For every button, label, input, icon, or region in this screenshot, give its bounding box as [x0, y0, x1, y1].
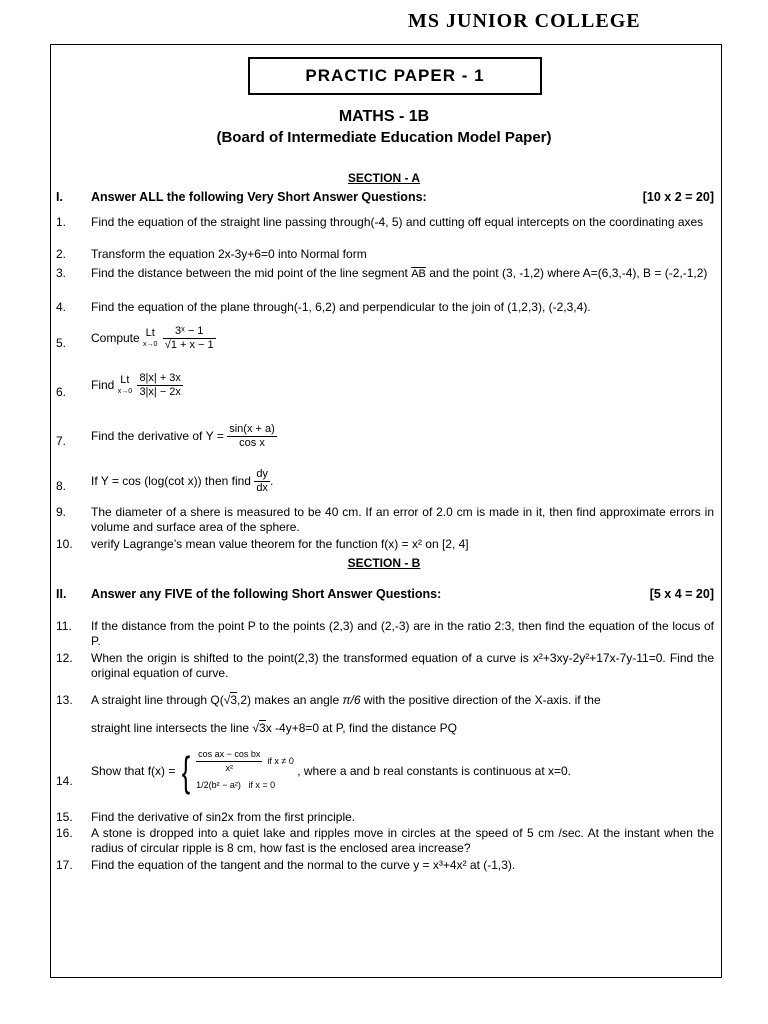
question-number: 2.	[56, 247, 67, 261]
question-text: If Y = cos (log(cot x)) then find $\frac{dy}{dx}$ .	[91, 468, 274, 494]
fraction: $\frac{\text{3ˣ − 1}}{√1 + x - 1}$	[164, 325, 214, 351]
question-7	[56, 423, 714, 459]
piecewise-cases: $\frac{\text{cos ax − cos bx}}{\text{x²}}$ if x ≠ 0 1/2(b² − a²) if x = 0	[196, 749, 294, 790]
question-text: The diameter of a shere is measured to be 40 cm. If an error of 2.0 cm is made in it, then find approximate errors in volume and surface area of the sphere.	[91, 505, 714, 534]
question-number: 3.	[56, 266, 67, 280]
question-number: 7.	[56, 434, 67, 448]
question-text: A straight line through Q(√3,2) makes an angle π/6 with the positive direction of the X-axis. if the	[91, 693, 601, 707]
question-text: Transform the equation 2x-3y+6=0 into Normal form	[91, 247, 367, 261]
question-number: 9.	[56, 505, 67, 519]
limit-operator: Lt x→0	[143, 326, 158, 348]
angle-value: π/6	[342, 693, 361, 707]
question-text: Compute Lt x→0 $\frac{\text{3ˣ − 1}}{√1 + x - 1}$	[91, 325, 214, 351]
question-number: 11.	[56, 619, 72, 633]
question-number: 1.	[56, 215, 67, 229]
question-number: 17.	[56, 858, 73, 872]
question-text: When the origin is shifted to the point(2,3) the transformed equation of a curve is x²+3xy-2y²+17x-7y-11=0. Find the original equation of curve.	[91, 651, 714, 680]
question-text: If the distance from the point P to the points (2,3) and (2,-3) are in the ratio 2:3, then find the equation of the locus of P.	[91, 619, 714, 648]
paper-title: PRACTIC PAPER - 1	[248, 57, 542, 95]
question-number: 8.	[56, 479, 67, 493]
section-a-instruction-text: Answer ALL the following Very Short Answer Questions:	[91, 190, 427, 204]
piecewise-brace: {	[181, 747, 190, 795]
question-number: 10.	[56, 537, 73, 551]
section-b-heading: SECTION - B	[347, 556, 421, 570]
fraction: $\frac{dy}{dx}$	[256, 468, 268, 494]
segment-ab: $\overline{AB}$	[411, 268, 426, 280]
section-a-marks: [10 x 2 = 20]	[642, 190, 714, 204]
college-name: MS JUNIOR COLLEGE	[408, 10, 641, 32]
section-a-roman: I.	[56, 190, 63, 204]
question-text: Find Lt x→0 $\frac{8|x| + 3x}{3|x| - 2x}$	[91, 372, 181, 398]
question-6	[56, 372, 714, 410]
question-number: 12.	[56, 651, 73, 665]
board-subtitle: (Board of Intermediate Education Model Paper)	[216, 129, 552, 146]
question-text: Find the derivative of sin2x from the first principle.	[91, 810, 356, 824]
question-5	[56, 325, 714, 363]
question-text: verify Lagrange’s mean value theorem for the function f(x) = x² on [2, 4]	[91, 537, 469, 551]
question-number: 15.	[56, 810, 73, 824]
question-number: 13.	[56, 693, 73, 707]
point-q: Q(√3,2)	[210, 693, 252, 707]
question-text: Find the derivative of Y = $\frac{\sin(x + a)}{\text{cos x}}$	[91, 423, 275, 449]
question-number: 14.	[56, 774, 73, 788]
question-text: Find the equation of the tangent and the normal to the curve y = x³+4x² at (-1,3).	[91, 858, 516, 872]
question-number: 6.	[56, 385, 67, 399]
fraction: $\frac{8|x| + 3x}{3|x| - 2x}$	[139, 372, 181, 398]
limit-operator: Lt x→0	[117, 373, 133, 395]
section-b-instruction-text: Answer any FIVE of the following Short Answer Questions:	[91, 587, 442, 601]
question-8	[56, 468, 714, 504]
question-text: Find the equation of the plane through(-1, 6,2) and perpendicular to the join of (1,2,3), (-2,3,4).	[91, 300, 591, 314]
question-number: 4.	[56, 300, 67, 314]
question-number: 16.	[56, 826, 73, 840]
question-text: Find the equation of the straight line passing through(-4, 5) and cutting off equal intercepts on the coordinating axes	[91, 215, 704, 229]
section-b-marks: [5 x 4 = 20]	[649, 587, 714, 601]
question-text: Show that f(x) = { $\frac{\text{cos ax − cos bx}}{\text{x²}}$ if x ≠ 0 1/2(b² − a²) if x = 0 , where a and b real constants is continuous at x=0.	[91, 747, 572, 795]
question-text: A stone is dropped into a quiet lake and ripples move in circles at the speed of 5 cm /sec. At the instant when the radius of circular ripple is 8 cm, how fast is the enclosed area increase?	[91, 826, 714, 855]
section-a-heading: SECTION - A	[347, 171, 421, 185]
question-text: Find the distance between the mid point of the line segment $\overline{AB}$ and the point (3, -1,2) where A=(6,3,-4), B = (-2,-1,2)	[91, 266, 708, 280]
question-text: straight line intersects the line √3x -4y+8=0 at P, find the distance PQ	[91, 721, 457, 735]
question-number: 5.	[56, 336, 67, 350]
question-14	[56, 748, 714, 802]
fraction: $\frac{\sin(x + a)}{\text{cos x}}$	[229, 423, 275, 449]
subject-title: MATHS - 1B	[338, 108, 430, 125]
section-b-roman: II.	[56, 587, 67, 601]
